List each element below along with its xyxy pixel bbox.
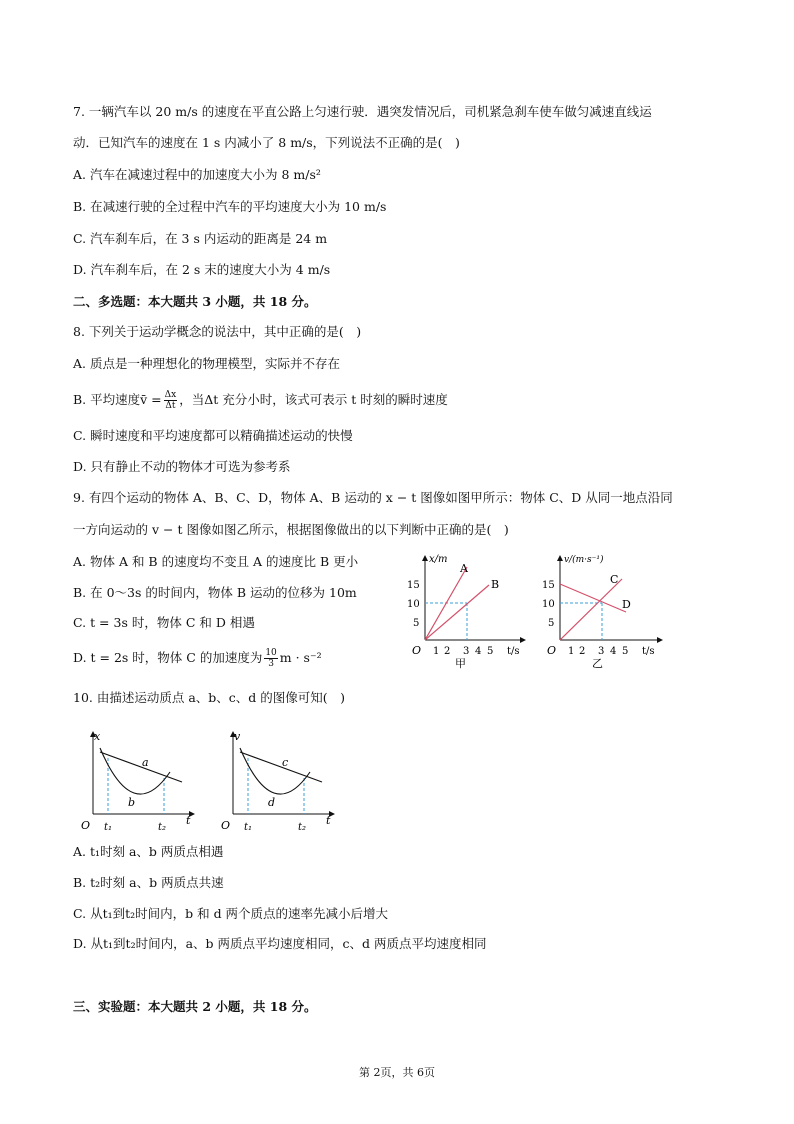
q9-option-c: C. t = 3s 时，物体 C 和 D 相遇 bbox=[73, 615, 255, 630]
curve-d bbox=[240, 748, 310, 794]
fraction-10-3 bbox=[264, 648, 277, 669]
y-tick-10: 10 bbox=[407, 599, 420, 610]
label-a: a bbox=[142, 756, 149, 769]
q9-option-b: B. 在 0～3s 的时间内，物体 B 运动的位移为 10m bbox=[73, 585, 357, 600]
fraction-denominator: 3 bbox=[268, 659, 274, 669]
q10-option-a: A. t₁时刻 a、b 两质点相遇 bbox=[73, 844, 224, 859]
origin-label: O bbox=[547, 644, 557, 657]
q9-stem-line1: 9. 有四个运动的物体 A、B、C、D，物体 A、B 运动的 x − t 图像如图甲所示：物体 C、D 从同一地点沿同 bbox=[73, 490, 673, 505]
q10-option-c: C. 从t₁到t₂时间内，b 和 d 两个质点的速率先减小后增大 bbox=[73, 906, 389, 921]
origin-label: O bbox=[221, 819, 231, 832]
line-a bbox=[100, 752, 182, 782]
fraction-denominator: Δt bbox=[165, 401, 176, 411]
line-c bbox=[240, 752, 322, 782]
figure-caption: 乙 bbox=[592, 657, 603, 670]
x-axis-label: t/s bbox=[642, 646, 655, 657]
q7-option-c: C. 汽车刹车后，在 3 s 内运动的距离是 24 m bbox=[73, 231, 328, 246]
origin-label: O bbox=[81, 819, 91, 832]
x-tick-5: 5 bbox=[622, 646, 629, 657]
x-tick-4: 4 bbox=[475, 646, 482, 657]
q8-option-b-suffix: ，当Δt 充分小时，该式可表示 t 时刻的瞬时速度 bbox=[179, 392, 448, 407]
t1-label: t₁ bbox=[244, 822, 253, 833]
line-b bbox=[425, 585, 489, 640]
label-c: C bbox=[610, 573, 619, 586]
q9-stem-line2: 一方向运动的 v − t 图像如图乙所示，根据图像做出的以下判断中正确的是( ) bbox=[73, 522, 509, 537]
page-number-footer: 第 2页，共 6页 bbox=[359, 1066, 435, 1079]
q8-option-b bbox=[73, 390, 448, 411]
q8-option-b-prefix: B. 平均速度 bbox=[73, 392, 141, 407]
q10-stem: 10. 由描述运动质点 a、b、c、d 的图像可知( ) bbox=[73, 690, 346, 705]
q9-option-d bbox=[73, 648, 322, 669]
x-tick-4: 4 bbox=[610, 646, 617, 657]
t2-label: t₂ bbox=[158, 822, 167, 833]
q9-option-a: A. 物体 A 和 B 的速度均不变且 A 的速度比 B 更小 bbox=[73, 554, 359, 569]
q7-option-d: D. 汽车刹车后，在 2 s 末的速度大小为 4 m/s bbox=[73, 262, 331, 277]
curve-b bbox=[100, 748, 170, 794]
q10-option-b: B. t₂时刻 a、b 两质点共速 bbox=[73, 875, 224, 890]
q10-option-d: D. 从t₁到t₂时间内，a、b 两质点平均速度相同，c、d 两质点平均速度相同 bbox=[73, 936, 487, 951]
t1-label: t₁ bbox=[104, 822, 113, 833]
x-tick-3: 3 bbox=[463, 646, 470, 657]
label-b: B bbox=[491, 578, 500, 591]
q7-option-a: A. 汽车在减速过程中的加速度大小为 8 m/s² bbox=[73, 167, 321, 182]
label-d: D bbox=[622, 598, 631, 611]
section-heading-multiple-choice: 二、多选题：本大题共 3 小题，共 18 分。 bbox=[73, 294, 317, 309]
figure-jia-xt-graph bbox=[405, 548, 530, 670]
fraction-numerator: 10 bbox=[265, 648, 277, 658]
q9-option-d-prefix: D. t = 2s 时，物体 C 的加速度为 bbox=[73, 650, 263, 665]
y-axis-label: v/(m·s⁻¹) bbox=[564, 555, 604, 565]
q9-option-d-unit: m · s⁻² bbox=[279, 650, 322, 665]
q7-stem-line2: 动．已知汽车的速度在 1 s 内减小了 8 m/s，下列说法不正确的是( ) bbox=[73, 135, 460, 150]
q8-stem: 8. 下列关于运动学概念的说法中，其中正确的是( ) bbox=[73, 324, 362, 339]
x-axis-label: t bbox=[326, 814, 331, 827]
y-tick-10: 10 bbox=[542, 599, 555, 610]
origin-label: O bbox=[412, 644, 422, 657]
q7-option-b: B. 在减速行驶的全过程中汽车的平均速度大小为 10 m/s bbox=[73, 199, 387, 214]
y-tick-5: 5 bbox=[548, 618, 555, 629]
y-axis-label: v bbox=[234, 730, 241, 743]
y-tick-15: 15 bbox=[407, 580, 420, 591]
x-axis-label: t bbox=[186, 814, 191, 827]
x-axis-label: t/s bbox=[507, 646, 520, 657]
y-axis-label: x/m bbox=[429, 554, 448, 565]
x-tick-1: 1 bbox=[433, 646, 440, 657]
average-velocity-symbol: v̄ = bbox=[140, 392, 162, 407]
figure-xt-curves bbox=[78, 726, 200, 838]
label-c: c bbox=[282, 756, 289, 769]
q7-stem-line1: 7. 一辆汽车以 20 m/s 的速度在平直公路上匀速行驶．遇突发情况后，司机紧急刹车使车做匀减速直线运 bbox=[73, 104, 652, 119]
q8-option-d: D. 只有静止不动的物体才可选为参考系 bbox=[73, 459, 291, 474]
section-heading-experiment: 三、实验题：本大题共 2 小题，共 18 分。 bbox=[73, 999, 317, 1014]
figure-vt-curves bbox=[218, 726, 340, 838]
x-tick-3: 3 bbox=[598, 646, 605, 657]
x-tick-1: 1 bbox=[568, 646, 575, 657]
q8-option-c: C. 瞬时速度和平均速度都可以精确描述运动的快慢 bbox=[73, 428, 353, 443]
y-tick-15: 15 bbox=[542, 580, 555, 591]
x-tick-2: 2 bbox=[444, 646, 451, 657]
y-tick-5: 5 bbox=[413, 618, 420, 629]
fraction-numerator: Δx bbox=[164, 390, 177, 400]
t2-label: t₂ bbox=[298, 822, 307, 833]
fraction-dx-dt bbox=[164, 390, 178, 411]
x-tick-2: 2 bbox=[579, 646, 586, 657]
figure-caption: 甲 bbox=[455, 657, 466, 670]
label-a: A bbox=[460, 562, 468, 575]
y-axis-label: x bbox=[94, 730, 101, 743]
figure-yi-vt-graph bbox=[540, 548, 670, 670]
x-tick-5: 5 bbox=[487, 646, 494, 657]
label-d: d bbox=[268, 796, 276, 809]
q8-option-a: A. 质点是一种理想化的物理模型，实际并不存在 bbox=[73, 356, 340, 371]
label-b: b bbox=[128, 796, 136, 809]
